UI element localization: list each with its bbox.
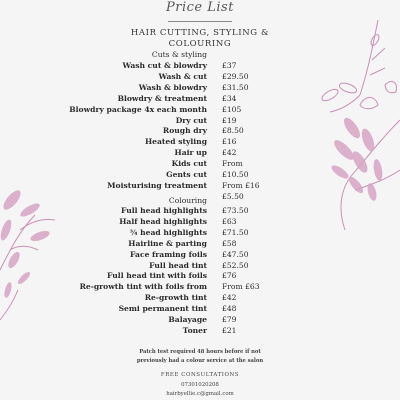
price-row: [0, 125, 400, 136]
price-row: [0, 260, 400, 271]
service-name: Wash & blowdry: [138, 82, 207, 92]
service-price: £73.50: [222, 206, 249, 215]
service-name: Re-growth tint with foils from: [79, 282, 207, 292]
service-name: Dry cut: [175, 115, 207, 125]
service-price: £105: [222, 104, 242, 114]
price-row: [0, 82, 400, 93]
service-name: Full head highlights: [120, 206, 207, 215]
service-price: From: [222, 159, 243, 169]
price-row: [0, 147, 400, 158]
price-row: [0, 238, 400, 249]
heading-line-1: HAIR CUTTING, STYLING &: [130, 28, 270, 38]
price-row: [0, 303, 400, 314]
service-name: Hair up: [174, 148, 207, 158]
service-price: £5.50: [222, 191, 244, 201]
price-row: [0, 104, 400, 115]
price-row: [0, 180, 400, 191]
service-price: £52.50: [222, 260, 249, 270]
service-name: Toner: [182, 325, 207, 335]
colouring-section-label: Colouring: [168, 196, 207, 205]
service-name: Heated styling: [144, 137, 207, 147]
service-name: Hairline & parting: [128, 238, 207, 248]
consultations-title: FREE CONSULTATIONS: [160, 372, 240, 378]
price-row: [0, 169, 400, 180]
price-row: [0, 191, 400, 202]
service-price: £21: [222, 325, 237, 335]
service-name: Face framing foils: [130, 249, 207, 259]
price-row: [0, 115, 400, 126]
price-row: [0, 249, 400, 260]
service-name: Full head tint: [149, 260, 207, 270]
service-price: £63: [222, 216, 237, 226]
service-price: £47.50: [222, 249, 249, 259]
cuts-section-label: Cuts & styling: [151, 50, 207, 59]
patch-test-note: [100, 348, 300, 366]
service-name: Full head tint with foils: [107, 271, 207, 281]
service-price: From £63: [222, 282, 260, 292]
price-row: [0, 292, 400, 303]
service-price: £37: [222, 61, 237, 70]
service-price: £8.50: [222, 126, 244, 136]
price-row: [0, 325, 400, 336]
service-name: ¾ head highlights: [129, 227, 207, 237]
service-price: £79: [222, 315, 237, 324]
service-name: Re-growth tint: [144, 293, 207, 303]
service-name: Balayage: [168, 315, 207, 324]
service-price: £29.50: [222, 71, 249, 81]
service-name: Blowdry & treatment: [117, 93, 207, 103]
price-row: [0, 227, 400, 238]
service-name: Semi permanent tint: [118, 304, 207, 314]
price-row: [0, 205, 400, 216]
note-line-2: previously had a colour service at the salon: [136, 358, 264, 364]
service-name: Half head highlights: [119, 216, 207, 226]
service-name: Kids cut: [171, 159, 207, 169]
service-price: £42: [222, 293, 237, 303]
section-heading: [100, 28, 300, 50]
service-name: Wash & cut: [158, 71, 207, 81]
page-title: Price List: [166, 0, 234, 15]
price-row: [0, 158, 400, 169]
price-row: [0, 60, 400, 71]
service-price: £76: [222, 271, 237, 281]
price-row: [0, 281, 400, 292]
service-price: £58: [222, 238, 237, 248]
service-price: £16: [222, 137, 237, 147]
price-row: [0, 216, 400, 227]
price-row: [0, 314, 400, 325]
title-divider: [168, 21, 232, 22]
phone-number: 07301020208: [181, 382, 219, 388]
service-name: Wash cut & blowdry: [122, 61, 207, 70]
service-price: £48: [222, 304, 237, 314]
service-price: £10.50: [222, 170, 249, 179]
service-price: From £16: [222, 180, 260, 190]
service-price: £71.50: [222, 227, 249, 237]
service-name: Blowdry package 4x each month: [69, 104, 207, 114]
service-name: Rough dry: [162, 126, 207, 136]
service-price: £42: [222, 148, 237, 158]
heading-line-2: COLOURING: [168, 39, 232, 49]
email-address: hairbyellie.c@gmail.com: [166, 391, 234, 397]
price-row: [0, 136, 400, 147]
price-row: [0, 93, 400, 104]
note-line-1: Patch test required 48 hours before if not: [139, 349, 261, 355]
service-price: £19: [222, 115, 237, 125]
service-name: Moisturising treatment: [107, 180, 207, 190]
service-price: £31.50: [222, 82, 249, 92]
service-name: Gents cut: [166, 170, 207, 179]
service-price: £34: [222, 93, 237, 103]
price-row: [0, 71, 400, 82]
price-row: [0, 270, 400, 281]
